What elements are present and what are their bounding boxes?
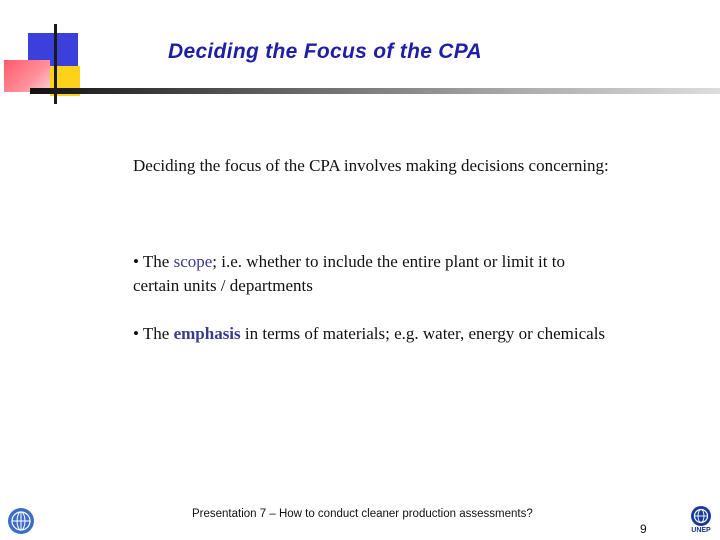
footer-caption: Presentation 7 – How to conduct cleaner production assessments? xyxy=(192,508,533,520)
bullet-scope xyxy=(133,250,613,298)
keyword-emphasis: emphasis xyxy=(173,324,241,343)
slide-title: Deciding the Focus of the CPA xyxy=(168,40,482,63)
unido-logo-icon xyxy=(5,506,37,536)
keyword-scope: scope xyxy=(173,252,213,271)
bullet-prefix: • The xyxy=(133,252,174,271)
bullet-text: in terms of materials; e.g. water, energy or chemicals xyxy=(240,324,606,343)
bullet-emphasis xyxy=(133,322,613,346)
page-number: 9 xyxy=(640,522,647,536)
decor-horizontal-rule xyxy=(30,88,720,94)
intro-paragraph: Deciding the focus of the CPA involves making decisions concerning: xyxy=(133,156,609,175)
unep-logo-label: UNEP xyxy=(691,527,711,534)
bullet-prefix: • The xyxy=(133,324,174,343)
bullet-text: ; i.e. whether to include the entire plant or limit it to certain units / departments xyxy=(133,252,565,295)
